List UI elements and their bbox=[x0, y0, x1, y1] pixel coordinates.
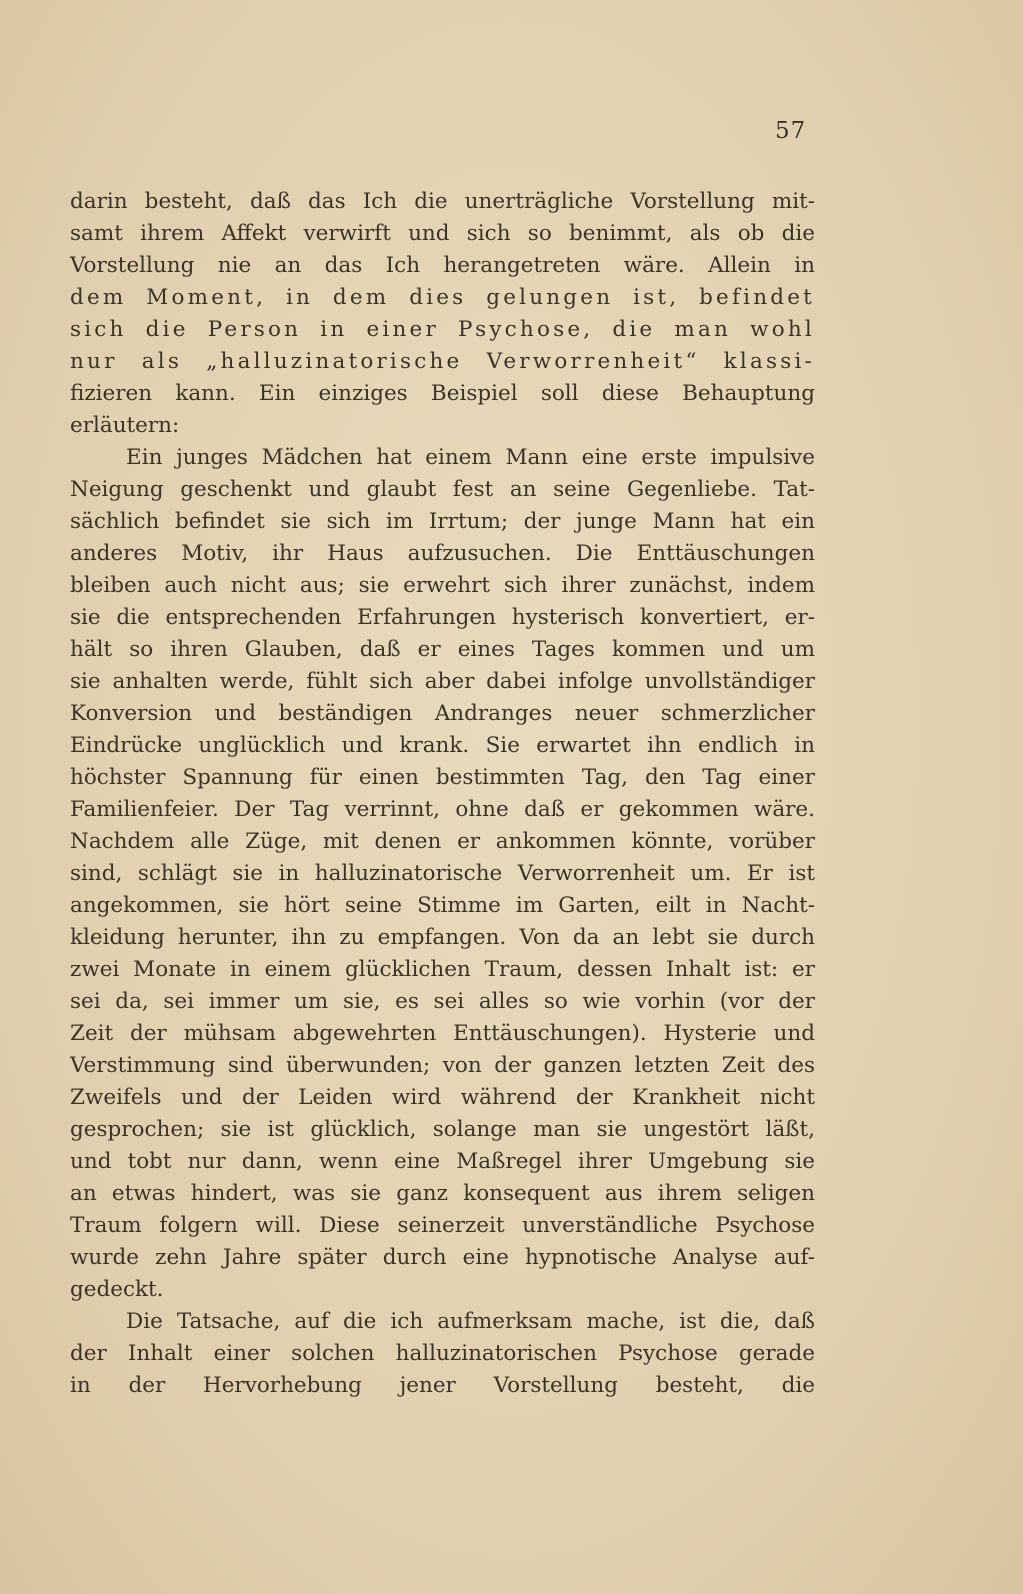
text-line: sich die Person in einer Psychose, die man wohl bbox=[70, 317, 815, 342]
text-line: erläutern: bbox=[70, 413, 180, 438]
text-line: in der Hervorhebung jener Vorstellung besteht, die bbox=[70, 1373, 815, 1398]
text-line: Nachdem alle Züge, mit denen er ankommen könnte, vorüber bbox=[70, 829, 815, 854]
text-line: Eindrücke unglücklich und krank. Sie erwartet ihn endlich in bbox=[70, 733, 815, 758]
text-line: angekommen, sie hört seine Stimme im Garten, eilt in Nacht- bbox=[70, 893, 815, 918]
text-line: fizieren kann. Ein einziges Beispiel soll diese Behauptung bbox=[70, 381, 815, 406]
text-line: samt ihrem Affekt verwirft und sich so benimmt, als ob die bbox=[70, 221, 815, 246]
text-line: kleidung herunter, ihn zu empfangen. Von da an lebt sie durch bbox=[70, 925, 815, 950]
text-line: der Inhalt einer solchen halluzinatorischen Psychose gerade bbox=[70, 1341, 815, 1366]
text-line: Neigung geschenkt und glaubt fest an seine Gegenliebe. Tat- bbox=[70, 477, 815, 502]
body-text bbox=[70, 186, 815, 1402]
text-line: hält so ihren Glauben, daß er eines Tages kommen und um bbox=[70, 637, 815, 662]
text-line: gesprochen; sie ist glücklich, solange man sie ungestört läßt, bbox=[70, 1117, 815, 1142]
text-line: und tobt nur dann, wenn eine Maßregel ihrer Umgebung sie bbox=[70, 1149, 815, 1174]
text-line: Zeit der mühsam abgewehrten Enttäuschungen). Hysterie und bbox=[70, 1021, 815, 1046]
text-line: Ein junges Mädchen hat einem Mann eine erste impulsive bbox=[126, 445, 815, 470]
text-line: höchster Spannung für einen bestimmten Tag, den Tag einer bbox=[70, 765, 815, 790]
text-line: sie die entsprechenden Erfahrungen hysterisch konvertiert, er- bbox=[70, 605, 815, 630]
text-line: nur als „halluzinatorische Verworrenheit“ klassi- bbox=[70, 349, 815, 374]
text-line: wurde zehn Jahre später durch eine hypnotische Analyse auf- bbox=[70, 1245, 815, 1270]
text-line: gedeckt. bbox=[70, 1277, 164, 1302]
text-line: sind, schlägt sie in halluzinatorische Verworrenheit um. Er ist bbox=[70, 861, 815, 886]
page-number: 57 bbox=[775, 118, 807, 144]
text-line: Die Tatsache, auf die ich aufmerksam mache, ist die, daß bbox=[126, 1309, 815, 1334]
text-line: sie anhalten werde, fühlt sich aber dabei infolge unvollständiger bbox=[70, 669, 815, 694]
text-line: Verstimmung sind überwunden; von der ganzen letzten Zeit des bbox=[70, 1053, 815, 1078]
text-line: Familienfeier. Der Tag verrinnt, ohne daß er gekommen wäre. bbox=[70, 797, 815, 822]
text-line: sächlich befindet sie sich im Irrtum; der junge Mann hat ein bbox=[70, 509, 815, 534]
text-line: darin besteht, daß das Ich die unerträgliche Vorstellung mit- bbox=[70, 189, 815, 214]
text-line: sei da, sei immer um sie, es sei alles so wie vorhin (vor der bbox=[70, 989, 815, 1014]
text-line: Konversion und beständigen Andranges neuer schmerzlicher bbox=[70, 701, 815, 726]
text-line: Traum folgern will. Diese seinerzeit unverständliche Psychose bbox=[70, 1213, 815, 1238]
text-line: Zweifels und der Leiden wird während der Krankheit nicht bbox=[70, 1085, 815, 1110]
text-line: bleiben auch nicht aus; sie erwehrt sich ihrer zunächst, indem bbox=[70, 573, 815, 598]
text-line: Vorstellung nie an das Ich herangetreten wäre. Allein in bbox=[70, 253, 815, 278]
text-line: zwei Monate in einem glücklichen Traum, dessen Inhalt ist: er bbox=[70, 957, 815, 982]
text-line: dem Moment, in dem dies gelungen ist, befindet bbox=[70, 285, 815, 310]
text-line: an etwas hindert, was sie ganz konsequent aus ihrem seligen bbox=[70, 1181, 815, 1206]
text-line: anderes Motiv, ihr Haus aufzusuchen. Die Enttäuschungen bbox=[70, 541, 815, 566]
